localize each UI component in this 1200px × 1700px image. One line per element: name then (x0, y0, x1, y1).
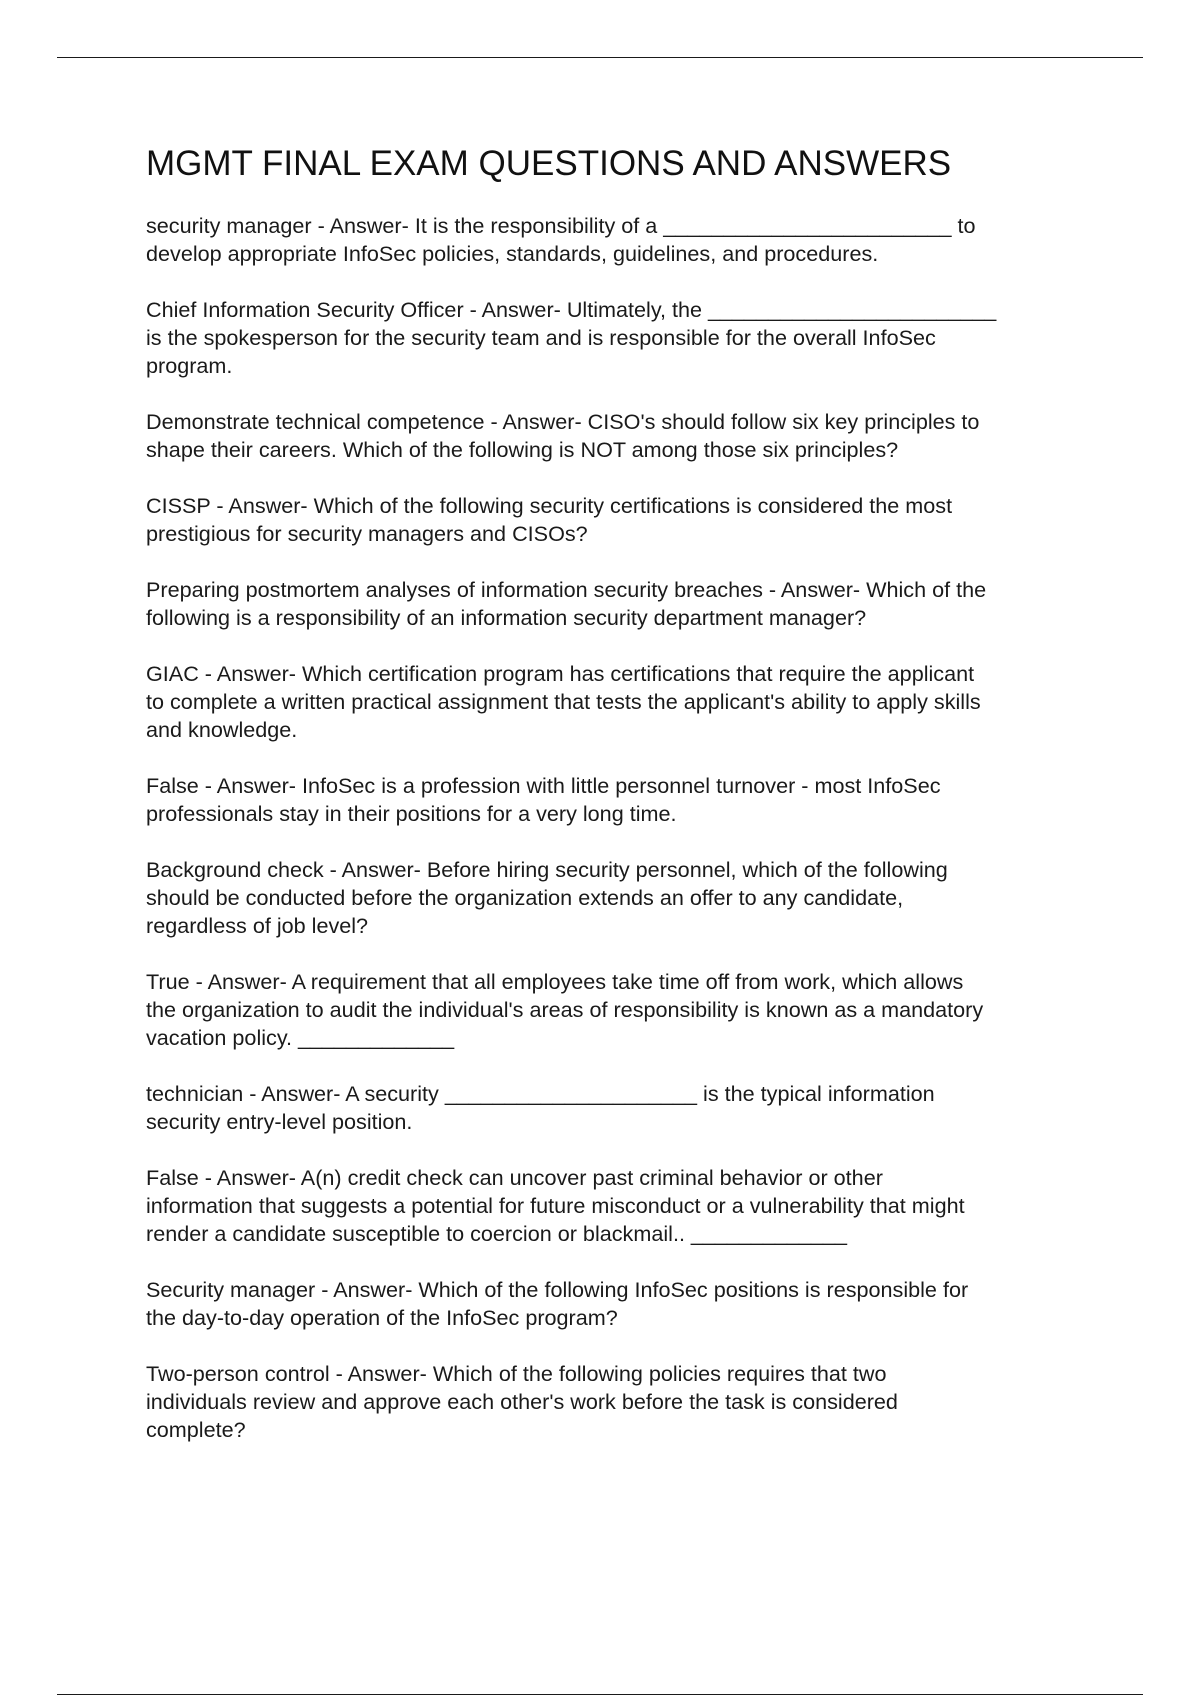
qa-entry: Two-person control - Answer- Which of the following policies requires that two individuals review and approve each other's work before the task is considered complete? (146, 1361, 898, 1442)
document-title: MGMT FINAL EXAM QUESTIONS AND ANSWERS (146, 144, 952, 183)
page-content (146, 142, 1106, 1472)
qa-entry: Background check - Answer- Before hiring security personnel, which of the following should be conducted before the organization extends an offer to any candidate, regardless of job level? (146, 857, 948, 938)
qa-entry: False - Answer- A(n) credit check can uncover past criminal behavior or other information that suggests a potential for future misconduct or a vulnerability that might render a candidate susceptible to coercion or blackmail.. _____________ (146, 1165, 965, 1246)
qa-entry: security manager - Answer- It is the responsibility of a ________________________ to develop appropriate InfoSec policies, standards, guidelines, and procedures. (146, 213, 976, 266)
qa-entry: CISSP - Answer- Which of the following security certifications is considered the most prestigious for security managers and CISOs? (146, 493, 953, 546)
bottom-rule (57, 1694, 1143, 1695)
qa-entry: Preparing postmortem analyses of information security breaches - Answer- Which of the following is a responsibility of an information security department manager? (146, 577, 987, 630)
qa-entry: False - Answer- InfoSec is a profession with little personnel turnover - most InfoSec professionals stay in their positions for a very long time. (146, 773, 941, 826)
qa-entry: technician - Answer- A security _____________________ is the typical information security entry-level position. (146, 1081, 935, 1134)
qa-entry: Demonstrate technical competence - Answer- CISO's should follow six key principles to shape their careers. Which of the following is NOT among those six principles? (146, 409, 980, 462)
qa-entry: GIAC - Answer- Which certification program has certifications that require the applicant to complete a written practical assignment that tests the applicant's ability to apply skills and knowledge. (146, 661, 981, 742)
qa-entry: Chief Information Security Officer - Answer- Ultimately, the ________________________ is the spokesperson for the security team and is responsible for the overall InfoSec program. (146, 297, 997, 378)
top-rule (57, 57, 1143, 58)
qa-entry: Security manager - Answer- Which of the following InfoSec positions is responsible for the day-to-day operation of the InfoSec program? (146, 1277, 969, 1330)
qa-entry: True - Answer- A requirement that all employees take time off from work, which allows the organization to audit the individual's areas of responsibility is known as a mandatory vacation policy. _____________ (146, 969, 984, 1050)
qa-list (146, 212, 1106, 1444)
